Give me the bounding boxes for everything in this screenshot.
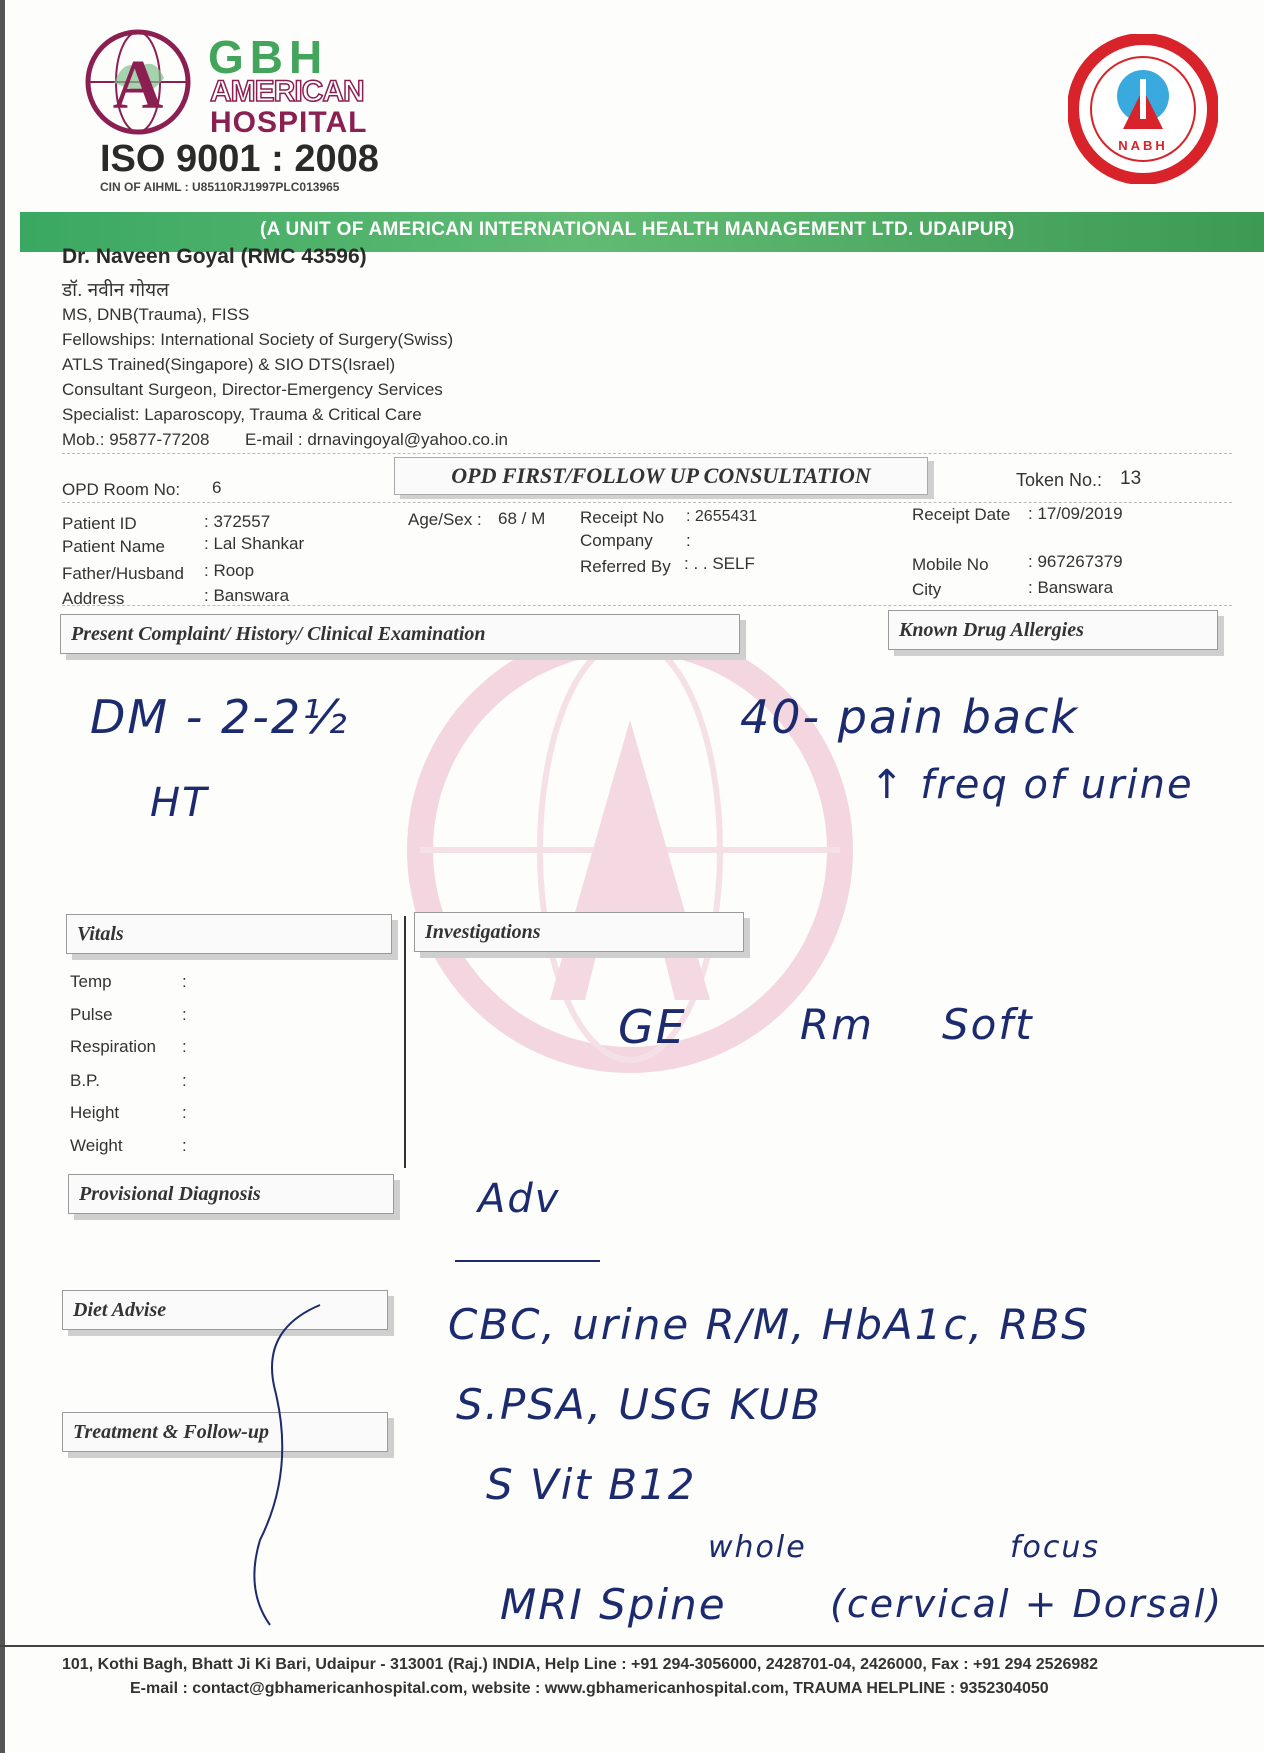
handwritten-diabetes: DM - 2-2½	[90, 690, 349, 744]
receipt-no-value: : 2655431	[686, 508, 758, 525]
opd-room-value: 6	[212, 478, 222, 497]
receipt-no-label: Receipt No	[580, 508, 665, 527]
vital-respiration: Respiration :	[70, 1037, 187, 1056]
patient-name-label: Patient Name	[62, 537, 165, 556]
handwritten-cervical-dorsal: (cervical + Dorsal)	[830, 1582, 1224, 1626]
doctor-fellowships: Fellowships: International Society of Surgery(Swiss)	[62, 330, 454, 349]
handwritten-ge: GE	[618, 1000, 687, 1054]
logo-subtitle-american: AMERICAN	[210, 75, 364, 108]
handwritten-soft: Soft	[942, 1000, 1034, 1049]
doctor-specialist: Specialist: Laparoscopy, Trauma & Critical Care	[62, 405, 422, 424]
consultation-title: OPD FIRST/FOLLOW UP CONSULTATION	[394, 457, 928, 495]
receipt-date-value: : 17/09/2019	[1028, 504, 1123, 523]
handwritten-vitamin-b12: S Vit B12	[486, 1460, 697, 1509]
divider	[62, 605, 1232, 606]
doctor-mobile: Mob.: 95877-77208	[62, 430, 210, 449]
vital-bp: B.P. :	[70, 1071, 187, 1090]
address-value: : Banswara	[204, 586, 290, 605]
receipt-date-label: Receipt Date	[912, 505, 1011, 524]
bracket-scribble-icon	[240, 1300, 340, 1630]
handwritten-whole: whole	[708, 1530, 807, 1565]
handwritten-focus: focus	[1010, 1530, 1101, 1565]
doctor-email: E-mail : drnavingoyal@yahoo.co.in	[245, 430, 508, 449]
section-investigations: Investigations	[414, 912, 744, 952]
doctor-atls: ATLS Trained(Singapore) & SIO DTS(Israel)	[62, 355, 396, 374]
father-husband-value: : Roop	[204, 561, 255, 580]
section-diet: Diet Advise	[62, 1290, 388, 1330]
section-allergies: Known Drug Allergies	[888, 610, 1218, 650]
iso-certification: ISO 9001 : 2008	[100, 138, 379, 180]
company-value: :	[686, 531, 691, 550]
patient-id-label: Patient ID	[62, 514, 137, 533]
patient-id-value: : 372557	[204, 512, 271, 531]
opd-room-label: OPD Room No:	[62, 480, 181, 499]
city-label: City	[912, 580, 942, 599]
nabh-seal-icon	[1068, 34, 1218, 184]
vital-height: Height :	[70, 1103, 187, 1122]
divider	[62, 453, 1232, 454]
city-value: : Banswara	[1028, 578, 1114, 597]
section-treatment: Treatment & Follow-up	[62, 1412, 388, 1452]
referred-by-label: Referred By	[580, 557, 671, 576]
hospital-logo-icon	[84, 28, 192, 136]
age-sex-value: 68 / M	[498, 509, 546, 528]
referred-by-value: : . . SELF	[684, 554, 755, 573]
advice-underline	[455, 1260, 600, 1262]
left-edge-rule	[0, 0, 5, 1753]
company-label: Company	[580, 531, 653, 550]
vital-weight: Weight :	[70, 1136, 187, 1155]
divider	[62, 502, 1232, 503]
doctor-name: Dr. Naveen Goyal (RMC 43596)	[62, 245, 367, 268]
vitals-divider-line	[404, 916, 406, 1168]
token-value: 13	[1120, 468, 1142, 489]
handwritten-mri-spine: MRI Spine	[500, 1580, 727, 1629]
organization-unit-text: (A UNIT OF AMERICAN INTERNATIONAL HEALTH MANAGEMENT LTD. UDAIPUR)	[260, 219, 1015, 240]
vital-temp: Temp :	[70, 972, 187, 991]
doctor-degrees: MS, DNB(Trauma), FISS	[62, 305, 250, 324]
section-complaint: Present Complaint/ History/ Clinical Examination	[60, 614, 740, 654]
logo-letter: A	[112, 47, 164, 124]
logo-title: GBH	[208, 31, 329, 83]
mobile-no-value: : 967267379	[1028, 552, 1123, 571]
address-label: Address	[62, 589, 125, 608]
footer-address: 101, Kothi Bagh, Bhatt Ji Ki Bari, Udaipur - 313001 (Raj.) INDIA, Help Line : +91 294-3056000, 2428701-04, 2426000, Fax : +91 294 2526982	[62, 1656, 1099, 1673]
handwritten-advice: Adv	[478, 1176, 561, 1222]
handwritten-freq-urine: ↑ freq of urine	[870, 762, 1194, 808]
footer-contact: E-mail : contact@gbhamericanhospital.com, website : www.gbhamericanhospital.com, TRAUMA HELPLINE : 9352304050	[130, 1680, 1049, 1697]
section-diagnosis: Provisional Diagnosis	[68, 1174, 394, 1214]
handwritten-ht: HT	[150, 780, 209, 826]
patient-name-value: : Lal Shankar	[204, 534, 305, 553]
footer-rule	[0, 1645, 1264, 1647]
age-sex-label: Age/Sex :	[408, 510, 482, 529]
nabh-text: NABH	[1118, 138, 1168, 153]
section-vitals: Vitals	[66, 914, 392, 954]
handwritten-rm: Rm	[800, 1000, 875, 1049]
doctor-role: Consultant Surgeon, Director-Emergency Services	[62, 380, 443, 399]
vitals-list	[70, 972, 200, 1168]
cin-number: CIN OF AIHML : U85110RJ1997PLC013965	[100, 180, 340, 194]
handwritten-pain-back: 40- pain back	[740, 690, 1080, 744]
vital-pulse: Pulse :	[70, 1005, 187, 1024]
handwritten-investigations-1: CBC, urine R/M, HbA1c, RBS	[448, 1300, 1090, 1349]
handwritten-investigations-2: S.PSA, USG KUB	[456, 1380, 822, 1429]
father-husband-label: Father/Husband	[62, 564, 184, 583]
token-label: Token No.:	[1016, 470, 1103, 490]
doctor-name-hindi: डॉ. नवीन गोयल	[62, 280, 170, 301]
logo-subtitle-hospital: HOSPITAL	[210, 106, 368, 139]
mobile-no-label: Mobile No	[912, 555, 989, 574]
